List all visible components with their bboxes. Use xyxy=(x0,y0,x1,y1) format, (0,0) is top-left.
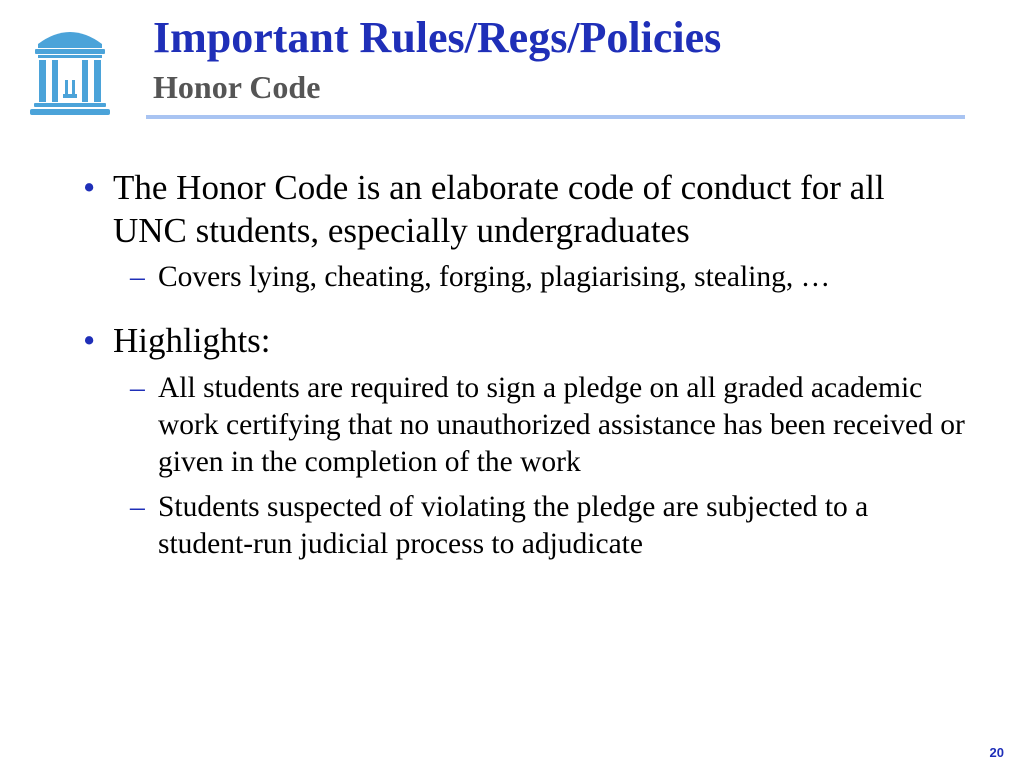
slide-subtitle: Honor Code xyxy=(153,69,321,105)
sub-bullet-text: All students are required to sign a pledge on all graded academic work certifying that no unauthorized assistance has been received or given in the completion of the work xyxy=(158,372,965,478)
bullet-text: The Honor Code is an elaborate code of conduct for all UNC students, especially undergraduates xyxy=(113,168,885,250)
sub-bullet-text: Covers lying, cheating, forging, plagiarising, stealing, … xyxy=(158,261,831,293)
bullet-marker: • xyxy=(83,168,96,207)
dash-marker: – xyxy=(130,491,145,523)
bullet-marker: • xyxy=(83,321,96,360)
sub-bullet-text: Students suspected of violating the pledge are subjected to a student-run judicial process to adjudicate xyxy=(158,491,869,560)
bullet-item xyxy=(83,166,963,252)
slide-title: Important Rules/Regs/Policies xyxy=(153,13,722,62)
page-number: 20 xyxy=(989,745,1004,760)
sub-bullet-item xyxy=(130,259,968,296)
sub-bullet-item xyxy=(130,370,968,481)
bullet-text: Highlights: xyxy=(113,321,271,360)
bullet-item xyxy=(83,319,963,362)
dash-marker: – xyxy=(130,261,145,293)
sub-bullet-item xyxy=(130,489,968,563)
dash-marker: – xyxy=(130,372,145,404)
